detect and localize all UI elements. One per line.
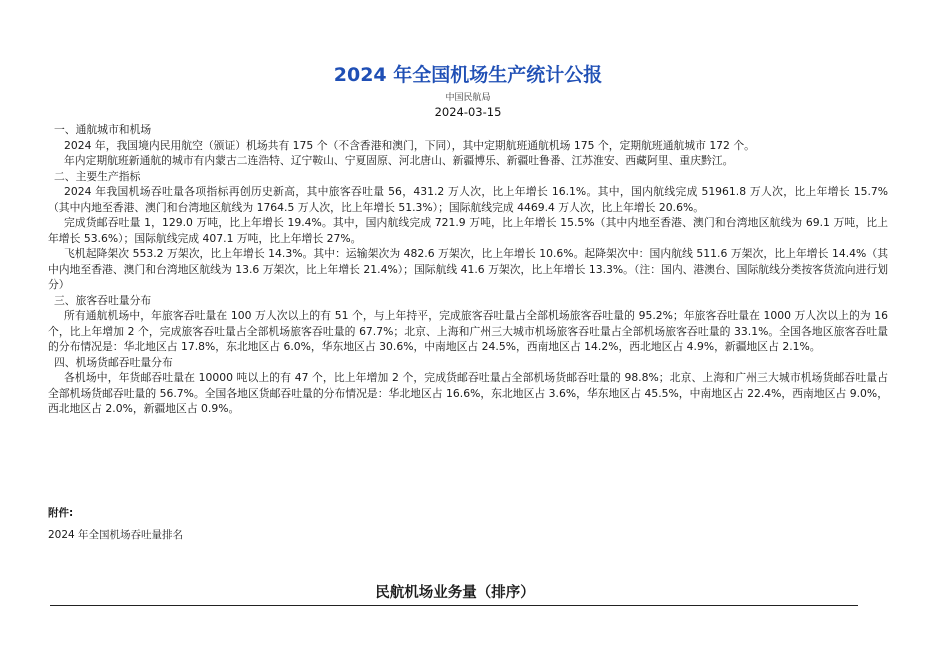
issuing-agency: 中国民航局: [445, 93, 491, 103]
section-heading: 一、通航城市和机场: [54, 123, 152, 136]
section-heading: 三、旅客吞吐量分布: [54, 293, 152, 307]
section-paragraph: 所有通航机场中，年旅客吞吐量在 100 万人次以上的有 51 个，与上年持平，完成旅客吞吐量占全部机场旅客吞吐量的 95.2%；年旅客吞吐量在 1000 万人次以上的为 16 个，比上年增加 2 个，完成旅客吞吐量占全部机场旅客吞吐量的 67.7%；北京、上海和广州三大城市机场旅客吞吐量占全部机场旅客吞吐量的 33.1%。全国各地区旅客吞吐量的分布情况是：华北地区占 17.8%，东北地区占 6.0%，华东地区占 30.6%，中南地区占 24.5%，西南地区占 14.2%，西北地区占 4.9%，新疆地区占 2.1%。: [48, 309, 888, 353]
section-paragraph: 各机场中，年货邮吞吐量在 10000 吨以上的有 47 个，比上年增加 2 个，完成货邮吞吐量占全部机场货邮吞吐量的 98.8%；北京、上海和广州三大城市机场货邮吞吐量占全部机场货邮吞吐量的 56.7%。全国各地区货邮吞吐量的分布情况是：华北地区占 16.6%，东北地区占 3.6%，华东地区占 45.5%，中南地区占 22.4%，西南地区占 9.0%，西北地区占 2.0%，新疆地区占 0.9%。: [48, 371, 888, 415]
report-title: 2024 年全国机场生产统计公报: [333, 64, 603, 86]
attachment-item: 2024 年全国机场吞吐量排名: [48, 529, 184, 541]
section-paragraph: 2024 年我国机场吞吐量各项指标再创历史新高，其中旅客吞吐量 56，431.2 万人次，比上年增长 16.1%。其中，国内航线完成 51961.8 万人次，比上年增长 15.7%（其中内地至香港、澳门和台湾地区航线为 1764.5 万人次，比上年增长 51.3%）；国际航线完成 4469.4 万人次，比上年增长 20.6%。: [48, 185, 888, 214]
section-paragraph: 完成货邮吞吐量 1，129.0 万吨，比上年增长 19.4%。其中，国内航线完成 721.9 万吨，比上年增长 15.5%（其中内地至香港、澳门和台湾地区航线为 69.1 万吨，比上年增长 53.6%）；国际航线完成 407.1 万吨，比上年增长 27%。: [48, 216, 888, 245]
section-paragraph: 年内定期航班新通航的城市有内蒙古二连浩特、辽宁鞍山、宁夏固原、河北唐山、新疆博乐、新疆吐鲁番、江苏淮安、西藏阿里、重庆黔江。: [64, 154, 734, 167]
section-paragraph: 飞机起降架次 553.2 万架次，比上年增长 14.3%。其中：运输架次为 482.6 万架次，比上年增长 10.6%。起降架次中：国内航线 511.6 万架次，比上年增长 14.4%（其中内地至香港、澳门和台湾地区航线为 13.6 万架次，比上年增长 21.4%）；国际航线 41.6 万架次，比上年增长 13.3%。（注：国内、港澳台、国际航线分类按客货流向进行划分）: [48, 247, 888, 291]
attachment-label: 附件:: [48, 507, 74, 519]
section-heading: 二、主要生产指标: [54, 169, 141, 183]
publish-date: 2024-03-15: [434, 105, 502, 119]
section-heading: 四、机场货邮吞吐量分布: [54, 355, 173, 369]
ranking-title: 民航机场业务量（排序）: [375, 585, 535, 601]
section-paragraph: 2024 年，我国境内民用航空（颁证）机场共有 175 个（不含香港和澳门，下同），其中定期航班通航机场 175 个，定期航班通航城市 172 个。: [64, 138, 755, 152]
report-page: [48, 62, 888, 417]
attachment-block: [48, 505, 183, 543]
ranking-divider: [50, 605, 858, 606]
report-body: [48, 122, 888, 417]
